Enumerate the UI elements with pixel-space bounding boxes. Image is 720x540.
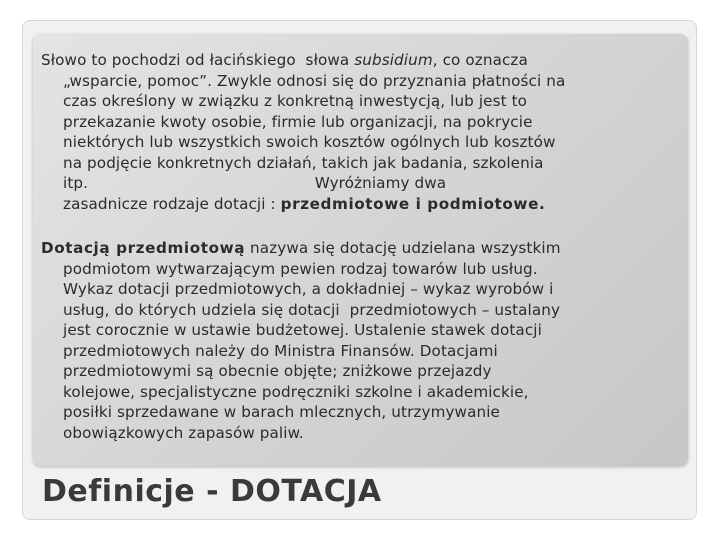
definition-paragraph: [41, 50, 565, 214]
paragraph-line: przedmiotowymi są obecnie objęte; zniżkowe przejazdy: [63, 362, 492, 380]
paragraph-line: „wsparcie, pomoc”. Zwykle odnosi się do przyznania płatności na: [63, 71, 566, 90]
subsidy-types: przedmiotowe i podmiotowe.: [280, 194, 546, 213]
paragraph-line: na podjęcie konkretnych działań, takich jak badania, szkolenia: [63, 153, 544, 172]
latin-term: subsidium: [354, 51, 433, 69]
paragraph-line: [41, 194, 565, 215]
paragraph-line: jest corocznie w ustawie budżetowej. Ustalenie stawek dotacji: [63, 321, 542, 339]
paragraph-line: podmiotom wytwarzającym pewien rodzaj towarów lub usług.: [63, 259, 538, 278]
paragraph-line: przedmiotowych należy do Ministra Finansów. Dotacjami: [63, 341, 498, 360]
paragraph-text: , co oznacza: [432, 51, 528, 69]
paragraph-line: Wykaz dotacji przedmiotowych, a dokładniej – wykaz wyrobów i: [63, 280, 554, 298]
subject-subsidy-paragraph: [41, 238, 561, 443]
slide-title: Definicje - DOTACJA: [42, 474, 382, 509]
subject-subsidy-term: Dotacją przedmiotową: [41, 239, 246, 257]
paragraph-line: obowiązkowych zapasów paliw.: [63, 423, 304, 442]
paragraph-line: niektórych lub wszystkich swoich kosztów ogólnych lub kosztów: [63, 133, 556, 151]
paragraph-line: czas określony w związku z konkretną inwestycją, lub jest to: [63, 92, 528, 110]
paragraph-line: posiłki sprzedawane w barach mlecznych, utrzymywanie: [63, 403, 500, 421]
paragraph-line: przekazanie kwoty osobie, firmie lub organizacji, na pokrycie: [63, 112, 533, 131]
paragraph-text: zasadnicze rodzaje dotacji :: [63, 194, 281, 213]
paragraph-line: itp. Wyróżniamy dwa: [63, 174, 447, 192]
paragraph-text: nazywa się dotację udzielana wszystkim: [245, 239, 561, 257]
paragraph-line: kolejowe, specjalistyczne podręczniki szkolne i akademickie,: [63, 382, 529, 401]
paragraph-text: Słowo to pochodzi od łacińskiego słowa: [41, 51, 355, 69]
paragraph-line: [41, 238, 561, 259]
paragraph-line: usług, do których udziela się dotacji przedmiotowych – ustalany: [63, 300, 561, 319]
paragraph-line: [41, 50, 565, 71]
